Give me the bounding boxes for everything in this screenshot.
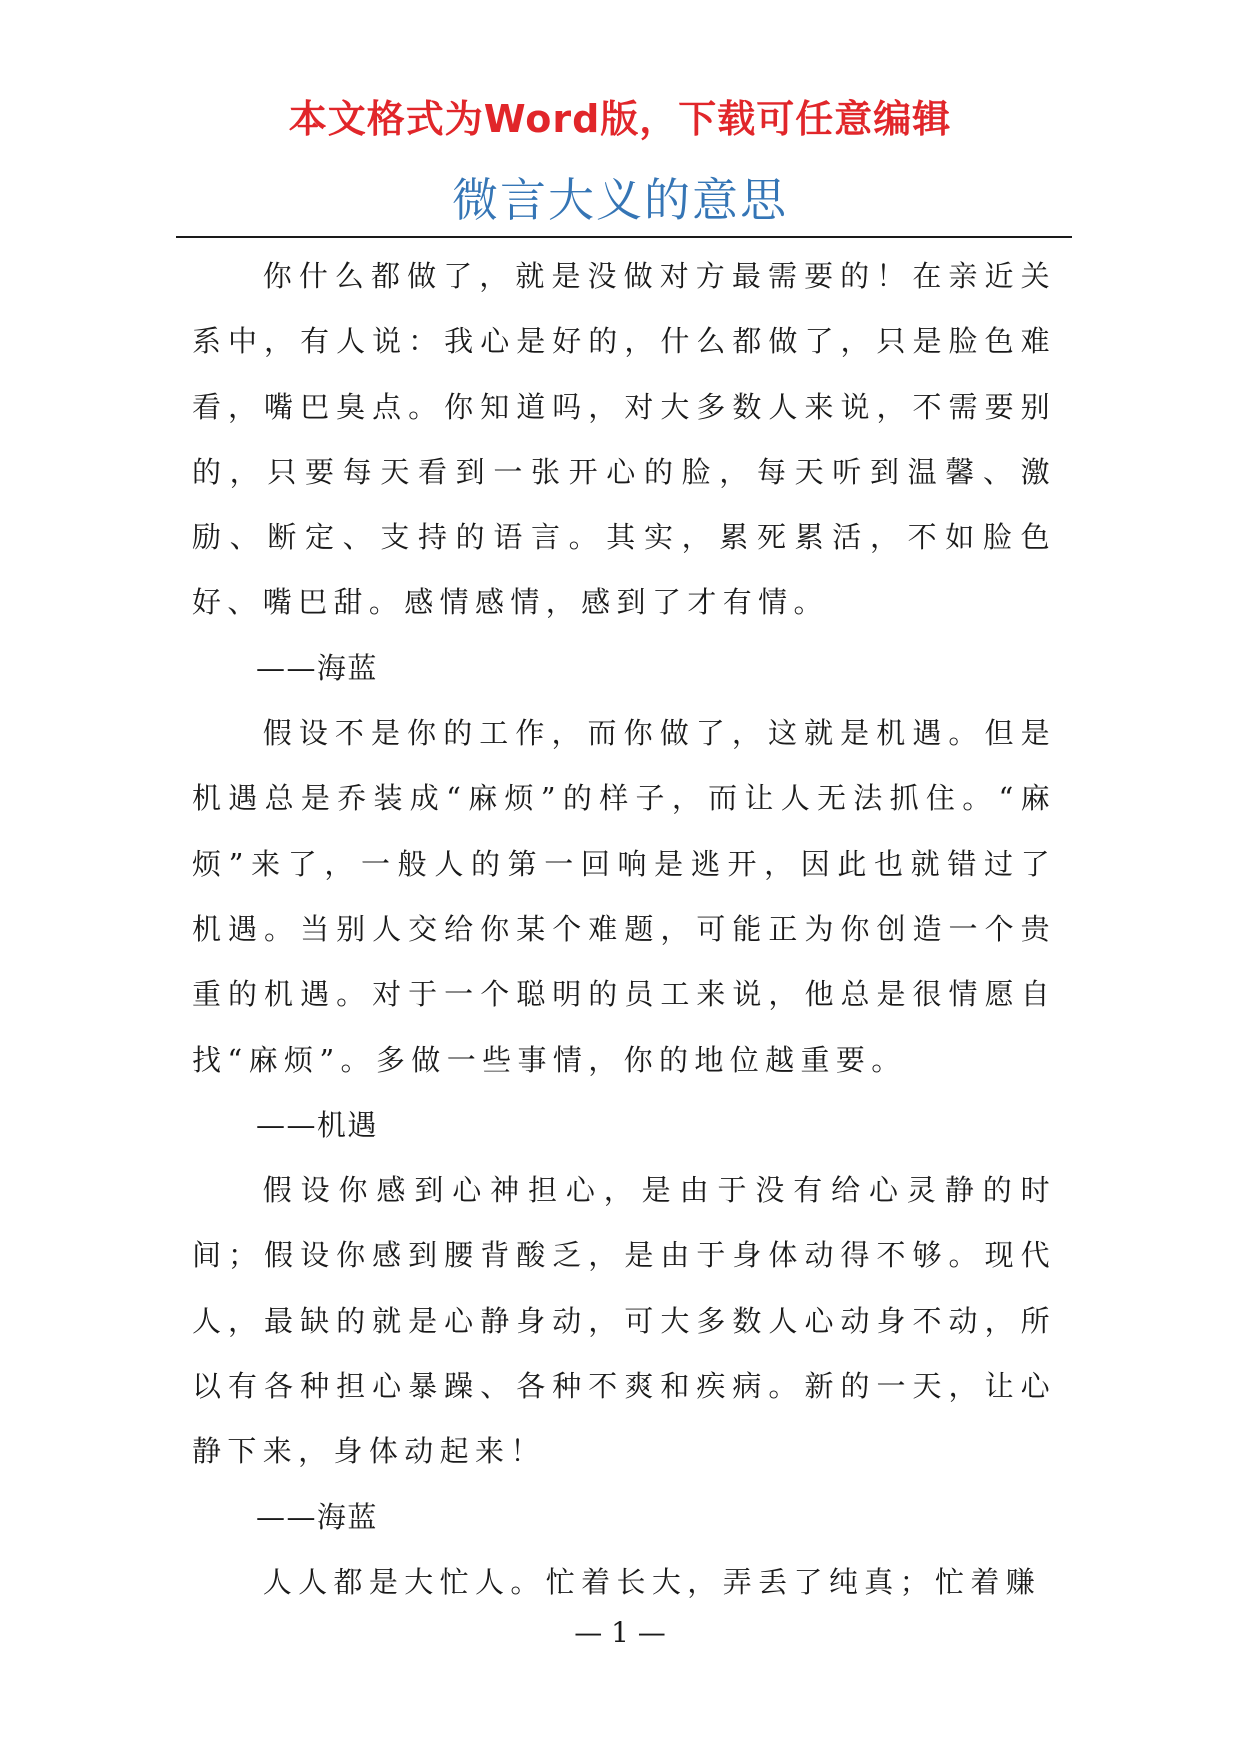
paragraph: 人人都是大忙人。忙着长大，弄丢了纯真；忙着赚 <box>262 1564 1042 1599</box>
page-title: 微言大义的意思 <box>452 173 788 227</box>
paragraph: 假设你感到心神担心，是由于没有给心灵静的时间；假设你感到腰背酸乏，是由于身体动得不够。现代人，最缺的就是心静身动，可大多数人心动身不动，所以有各种担心暴躁、各种不爽和疾病。新的一天，让心静下来，身体动起来！ <box>192 1173 1056 1469</box>
paragraph: 假设不是你的工作，而你做了，这就是机遇。但是机遇总是乔装成“麻烦”的样子，而让人无法抓住。“麻烦”来了，一般人的第一回响是逃开，因此也就错过了机遇。当别人交给你某个难题，可能正为你创造一个贵重的机遇。对于一个聪明的员工来说，他总是很情愿自找“麻烦”。多做一些事情，你的地位越重要。 <box>192 716 1056 1077</box>
document-body <box>192 244 1056 1615</box>
format-notice-banner: 本文格式为Word版，下载可任意编辑 <box>288 97 952 141</box>
title-divider <box>176 236 1072 238</box>
signature-line: ——海蓝 <box>256 650 378 685</box>
paragraph: 你什么都做了，就是没做对方最需要的！在亲近关系中，有人说：我心是好的，什么都做了，只是脸色难看，嘴巴臭点。你知道吗，对大多数人来说，不需要别的，只要每天看到一张开心的脸，每天听到温馨、激励、断定、支持的语言。其实，累死累活，不如脸色好、嘴巴甜。感情感情，感到了才有情。 <box>192 259 1056 620</box>
signature-line: ——海蓝 <box>256 1499 378 1534</box>
page-number: — 1 — <box>574 1616 666 1649</box>
signature-line: ——机遇 <box>256 1107 378 1142</box>
